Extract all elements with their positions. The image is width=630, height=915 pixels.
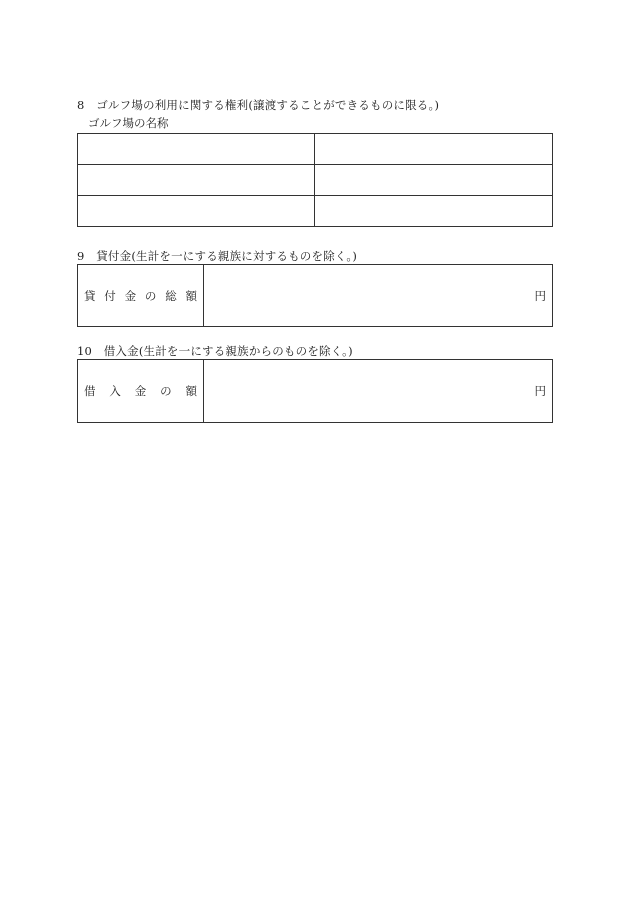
table-row: [78, 360, 553, 423]
borrowings-field[interactable]: [204, 360, 553, 423]
section-8-heading: 8 ゴルフ場の利用に関する権利(譲渡することができるものに限る。): [77, 98, 440, 112]
borrowings-label: 借入金の額: [78, 360, 204, 423]
golf-course-name-label: ゴルフ場の名称: [88, 116, 169, 130]
golf-course-name-cell[interactable]: [78, 165, 315, 196]
table-row: [78, 165, 553, 196]
table-row: [78, 134, 553, 165]
yen-unit: 円: [534, 288, 546, 303]
golf-course-table: [77, 133, 553, 227]
borrowings-table: [77, 359, 553, 423]
yen-unit: 円: [534, 384, 546, 398]
golf-course-detail-cell[interactable]: [315, 165, 553, 196]
section-9-heading: 9 貸付金(生計を一にする親族に対するものを除く。): [77, 249, 358, 263]
golf-course-name-cell[interactable]: [78, 196, 315, 227]
section-10-heading: 10 借入金(生計を一にする親族からのものを除く。): [77, 344, 353, 358]
golf-course-detail-cell[interactable]: [315, 196, 553, 227]
golf-course-name-cell[interactable]: [78, 134, 315, 165]
loan-receivable-table: [77, 264, 553, 327]
table-row: [78, 265, 553, 327]
total-loans-label: 貸付金の総額: [78, 265, 204, 327]
golf-course-detail-cell[interactable]: [315, 134, 553, 165]
total-loans-field[interactable]: [204, 265, 553, 327]
table-row: [78, 196, 553, 227]
